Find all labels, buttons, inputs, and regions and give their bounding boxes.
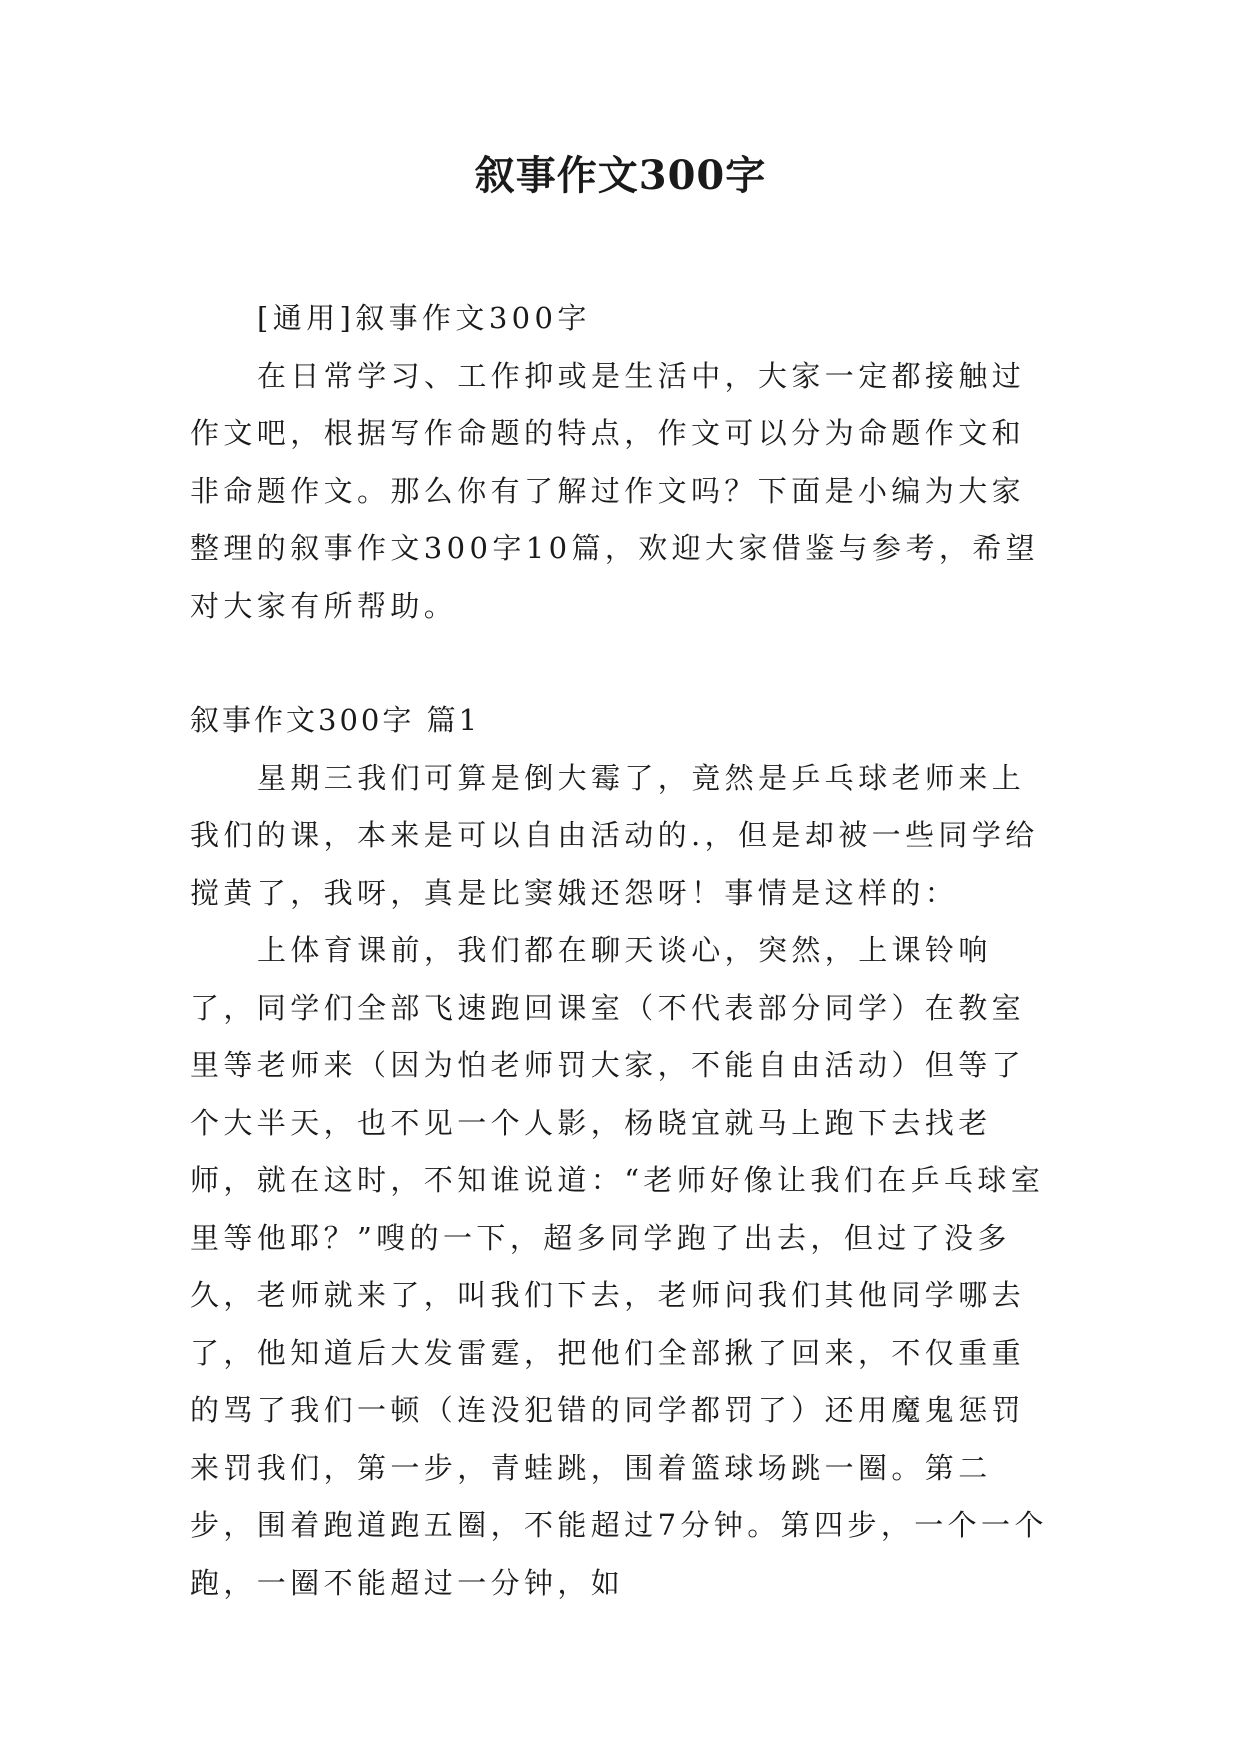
document-body [190, 290, 1050, 1612]
body-paragraph: 上体育课前，我们都在聊天谈心，突然，上课铃响了，同学们全部飞速跑回课室（不代表部分同学）在教室里等老师来（因为怕老师罚大家，不能自由活动）但等了个大半天，也不见一个人影，杨晓宜就马上跑下去找老师，就在这时，不知谁说道：“老师好像让我们在乒乓球室里等他耶？”嗖的一下，超多同学跑了出去，但过了没多久，老师就来了，叫我们下去，老师问我们其他同学哪去了，他知道后大发雷霆，把他们全部揪了回来，不仅重重的骂了我们一顿（连没犯错的同学都罚了）还用魔鬼惩罚来罚我们，第一步，青蛙跳，围着篮球场跳一圈。第二步，围着跑道跑五圈，不能超过7分钟。第四步，一个一个跑，一圈不能超过一分钟，如 [190, 933, 1048, 1600]
document-title: 叙事作文300字 [474, 152, 767, 199]
body-paragraph: 星期三我们可算是倒大霉了，竟然是乒乓球老师来上我们的课，本来是可以自由活动的.，但是却被一些同学给搅黄了，我呀，真是比窦娥还怨呀！事情是这样的： [190, 760, 1039, 910]
intro-paragraph: 在日常学习、工作抑或是生活中，大家一定都接触过作文吧，根据写作命题的特点，作文可以分为命题作文和非命题作文。那么你有了解过作文吗？下面是小编为大家整理的叙事作文300字10篇，欢迎大家借鉴与参考，希望对大家有所帮助。 [190, 358, 1040, 623]
document-subtitle: [通用]叙事作文300字 [257, 301, 591, 335]
section-title: 叙事作文300字 篇1 [190, 703, 481, 737]
